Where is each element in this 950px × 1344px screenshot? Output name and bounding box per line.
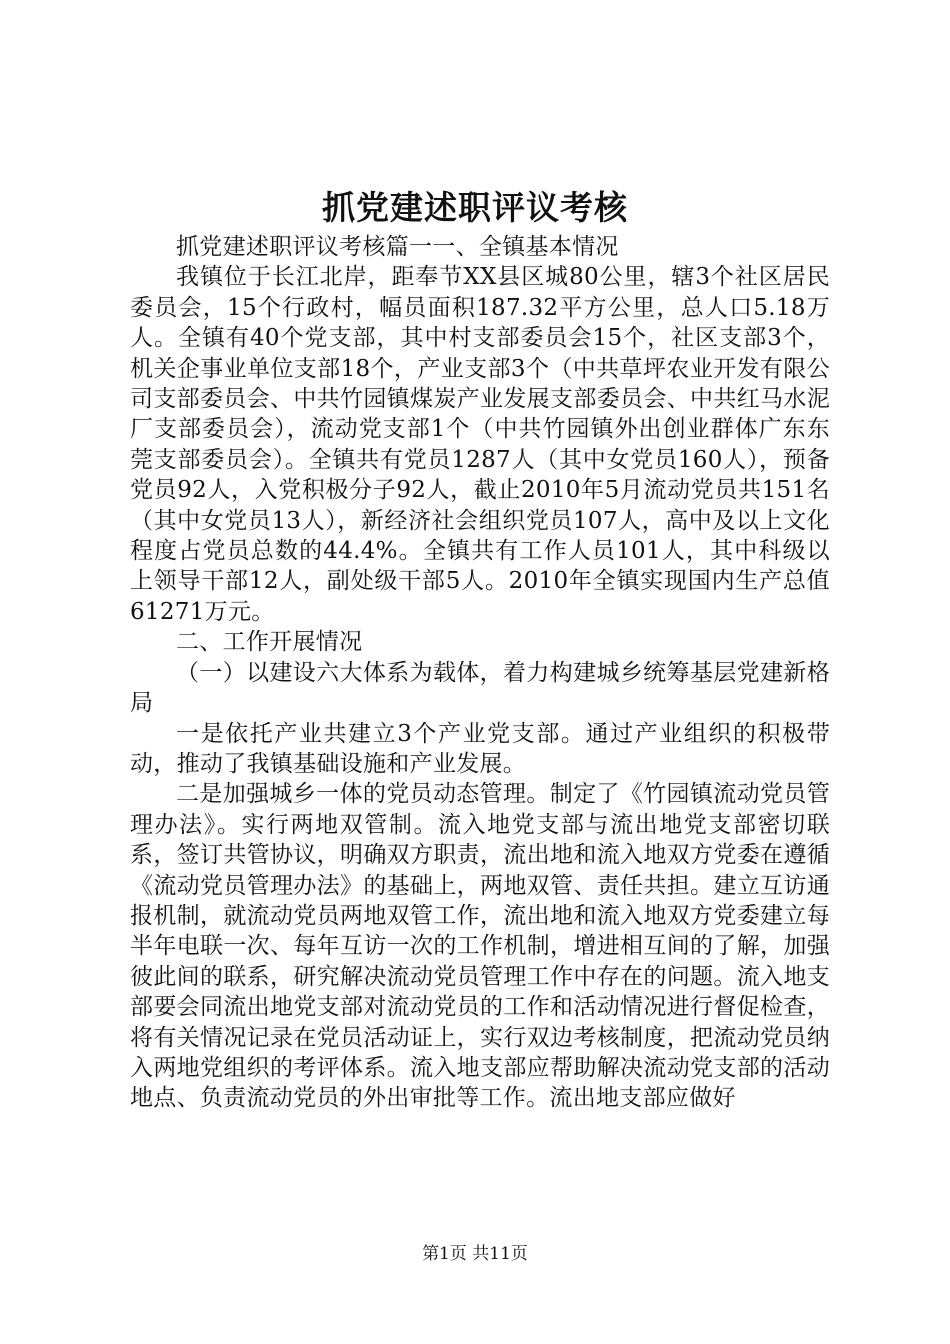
paragraph-heading-intro: 抓党建述职评议考核篇一一、全镇基本情况	[176, 234, 619, 260]
page-number-footer: 第1页 共11页	[422, 1244, 528, 1264]
paragraph-basic-info: 我镇位于长江北岸，距奉节XX县区城80公里，辖3个社区居民委员会，15个行政村，幅员面积187.32平方公里，总人口5.18万人。全镇有40个党支部，其中村支部委员会15个，社区支部3个，机关企事业单位支部18个，产业支部3个（中共草坪农业开发有限公司支部委员会、中共竹园镇煤炭产业发展支部委员会、中共红马水泥厂支部委员会），流动党支部1个（中共竹园镇外出创业群体广东东莞支部委员会）。全镇共有党员1287人（其中女党员160人），预备党员92人，入党积极分子92人，截止2010年5月流动党员共151名（其中女党员13人），新经济社会组织党员107人，高中及以上文化程度占党员总数的44.4%。全镇共有工作人员101人，其中科级以上领导干部12人，副处级干部5人。2010年全镇实现国内生产总值61271万元。	[130, 264, 830, 625]
paragraph-section-two-heading: 二、工作开展情况	[176, 629, 363, 656]
document-body	[130, 232, 830, 1114]
document-title: 抓党建述职评议考核	[322, 188, 628, 227]
paragraph-point-one: 一是依托产业共建立3个产业党支部。通过产业组织的积极带动，推动了我镇基础设施和产业发展。	[130, 720, 830, 777]
paragraph-point-two: 二是加强城乡一体的党员动态管理。制定了《竹园镇流动党员管理办法》。实行两地双管制。流入地党支部与流出地党支部密切联系，签订共管协议，明确双方职责，流出地和流入地双方党委在遵循《流动党员管理办法》的基础上，两地双管、责任共担。建立互访通报机制，就流动党员两地双管工作，流出地和流入地双方党委建立每半年电联一次、每年互访一次的工作机制，增进相互间的了解，加强彼此间的联系，研究解决流动党员管理工作中存在的问题。流入地支部要会同流出地党支部对流动党员的工作和活动情况进行督促检查，将有关情况记录在党员活动证上，实行双边考核制度，把流动党员纳入两地党组织的考评体系。流入地支部应帮助解决流动党支部的活动地点、负责流动党员的外出审批等工作。流出地支部应做好	[130, 781, 830, 1112]
paragraph-subsection-one-heading: （一）以建设六大体系为载体，着力构建城乡统筹基层党建新格局	[130, 659, 830, 717]
